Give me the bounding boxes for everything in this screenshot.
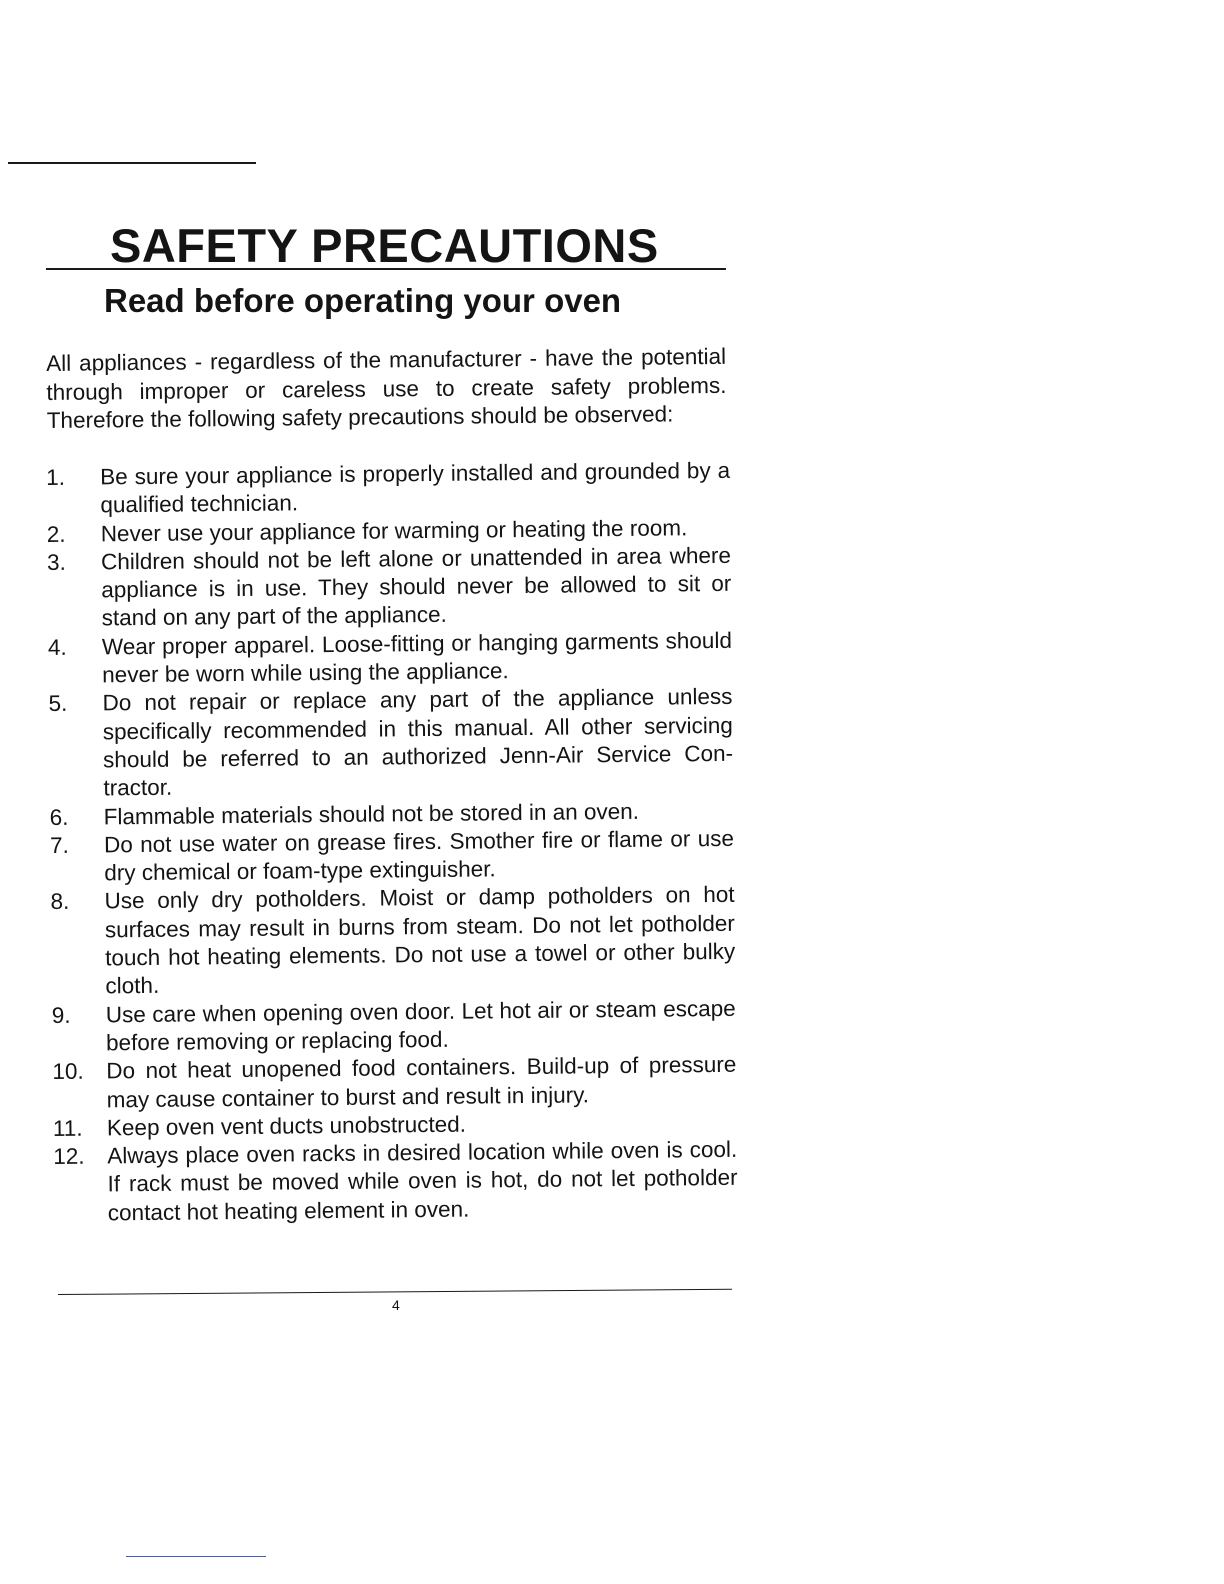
- item-text: Keep oven vent ducts unobstructed.: [106, 1111, 467, 1141]
- item-number: 11.: [52, 1115, 83, 1141]
- item-number: 12.: [53, 1143, 85, 1170]
- item-number: 4.: [47, 634, 67, 660]
- item-number: 6.: [49, 804, 69, 830]
- item-text: Wear proper apparel. Loose-fitting or hanging garments should never be worn while using the appliance.: [101, 627, 733, 688]
- list-item: [50, 881, 735, 1001]
- title-underline: [46, 268, 726, 270]
- item-text: Flammable materials should not be stored in an oven.: [103, 798, 640, 829]
- item-number: 2.: [46, 521, 66, 547]
- item-text: Be sure your appliance is properly installed and grounded by a qualified technician.: [100, 457, 731, 518]
- intro-paragraph: All appliances - regardless of the manufacturer - have the potential through improper or careless use to create safety problems. Therefore the following safety precautions should be observed:: [46, 343, 727, 433]
- item-text: Do not repair or replace any part of the appliance unless specifically recommended in this manual. All other servicing should be referred to an authorized Jenn-Air Service Con-tractor.: [102, 684, 734, 801]
- item-text: Children should not be left alone or unattended in area where appliance is in use. They should never be allowed to sit or stand on any part of the appliance.: [100, 542, 732, 631]
- item-text: Do not heat unopened food containers. Build-up of pressure may cause container to burst and result in injury.: [106, 1052, 737, 1112]
- item-number: 3.: [46, 549, 66, 575]
- list-item: [52, 994, 737, 1058]
- footer-divider: [58, 1289, 732, 1295]
- item-number: 10.: [52, 1058, 84, 1085]
- item-number: 1.: [46, 464, 66, 490]
- page-number: 4: [392, 1297, 400, 1313]
- precautions-list: [46, 457, 738, 1228]
- list-item: [47, 542, 732, 634]
- list-item: [50, 825, 735, 889]
- item-text: Never use your appliance for warming or heating the room.: [100, 514, 688, 547]
- list-item: [46, 457, 731, 521]
- item-number: 9.: [51, 1002, 71, 1028]
- scan-edge-line: [126, 1556, 266, 1557]
- page-title: SAFETY PRECAUTIONS: [110, 219, 659, 272]
- item-number: 7.: [49, 832, 69, 858]
- list-item: [52, 1051, 737, 1115]
- top-divider: [8, 162, 256, 164]
- list-item: [53, 1136, 738, 1228]
- item-number: 8.: [50, 889, 70, 915]
- page-subtitle: Read before operating your oven: [104, 282, 622, 319]
- item-text: Always place oven racks in desired location while oven is cool. If rack must be moved while oven is hot, do not let potholder contact hot heating element in oven.: [107, 1136, 738, 1226]
- list-item: [48, 683, 733, 803]
- list-item: [48, 627, 733, 691]
- item-number: 5.: [48, 691, 68, 717]
- item-text: Do not use water on grease fires. Smother fire or flame or use dry chemical or foam-type extinguisher.: [103, 825, 735, 886]
- item-text: Use only dry potholders. Moist or damp potholders on hot surfaces may result in burns from steam. Do not let potholder touch hot heating elements. Do not use a towel or other bulky cloth.: [104, 882, 736, 999]
- item-text: Use care when opening oven door. Let hot air or steam escape before removing or replacing food.: [105, 995, 736, 1056]
